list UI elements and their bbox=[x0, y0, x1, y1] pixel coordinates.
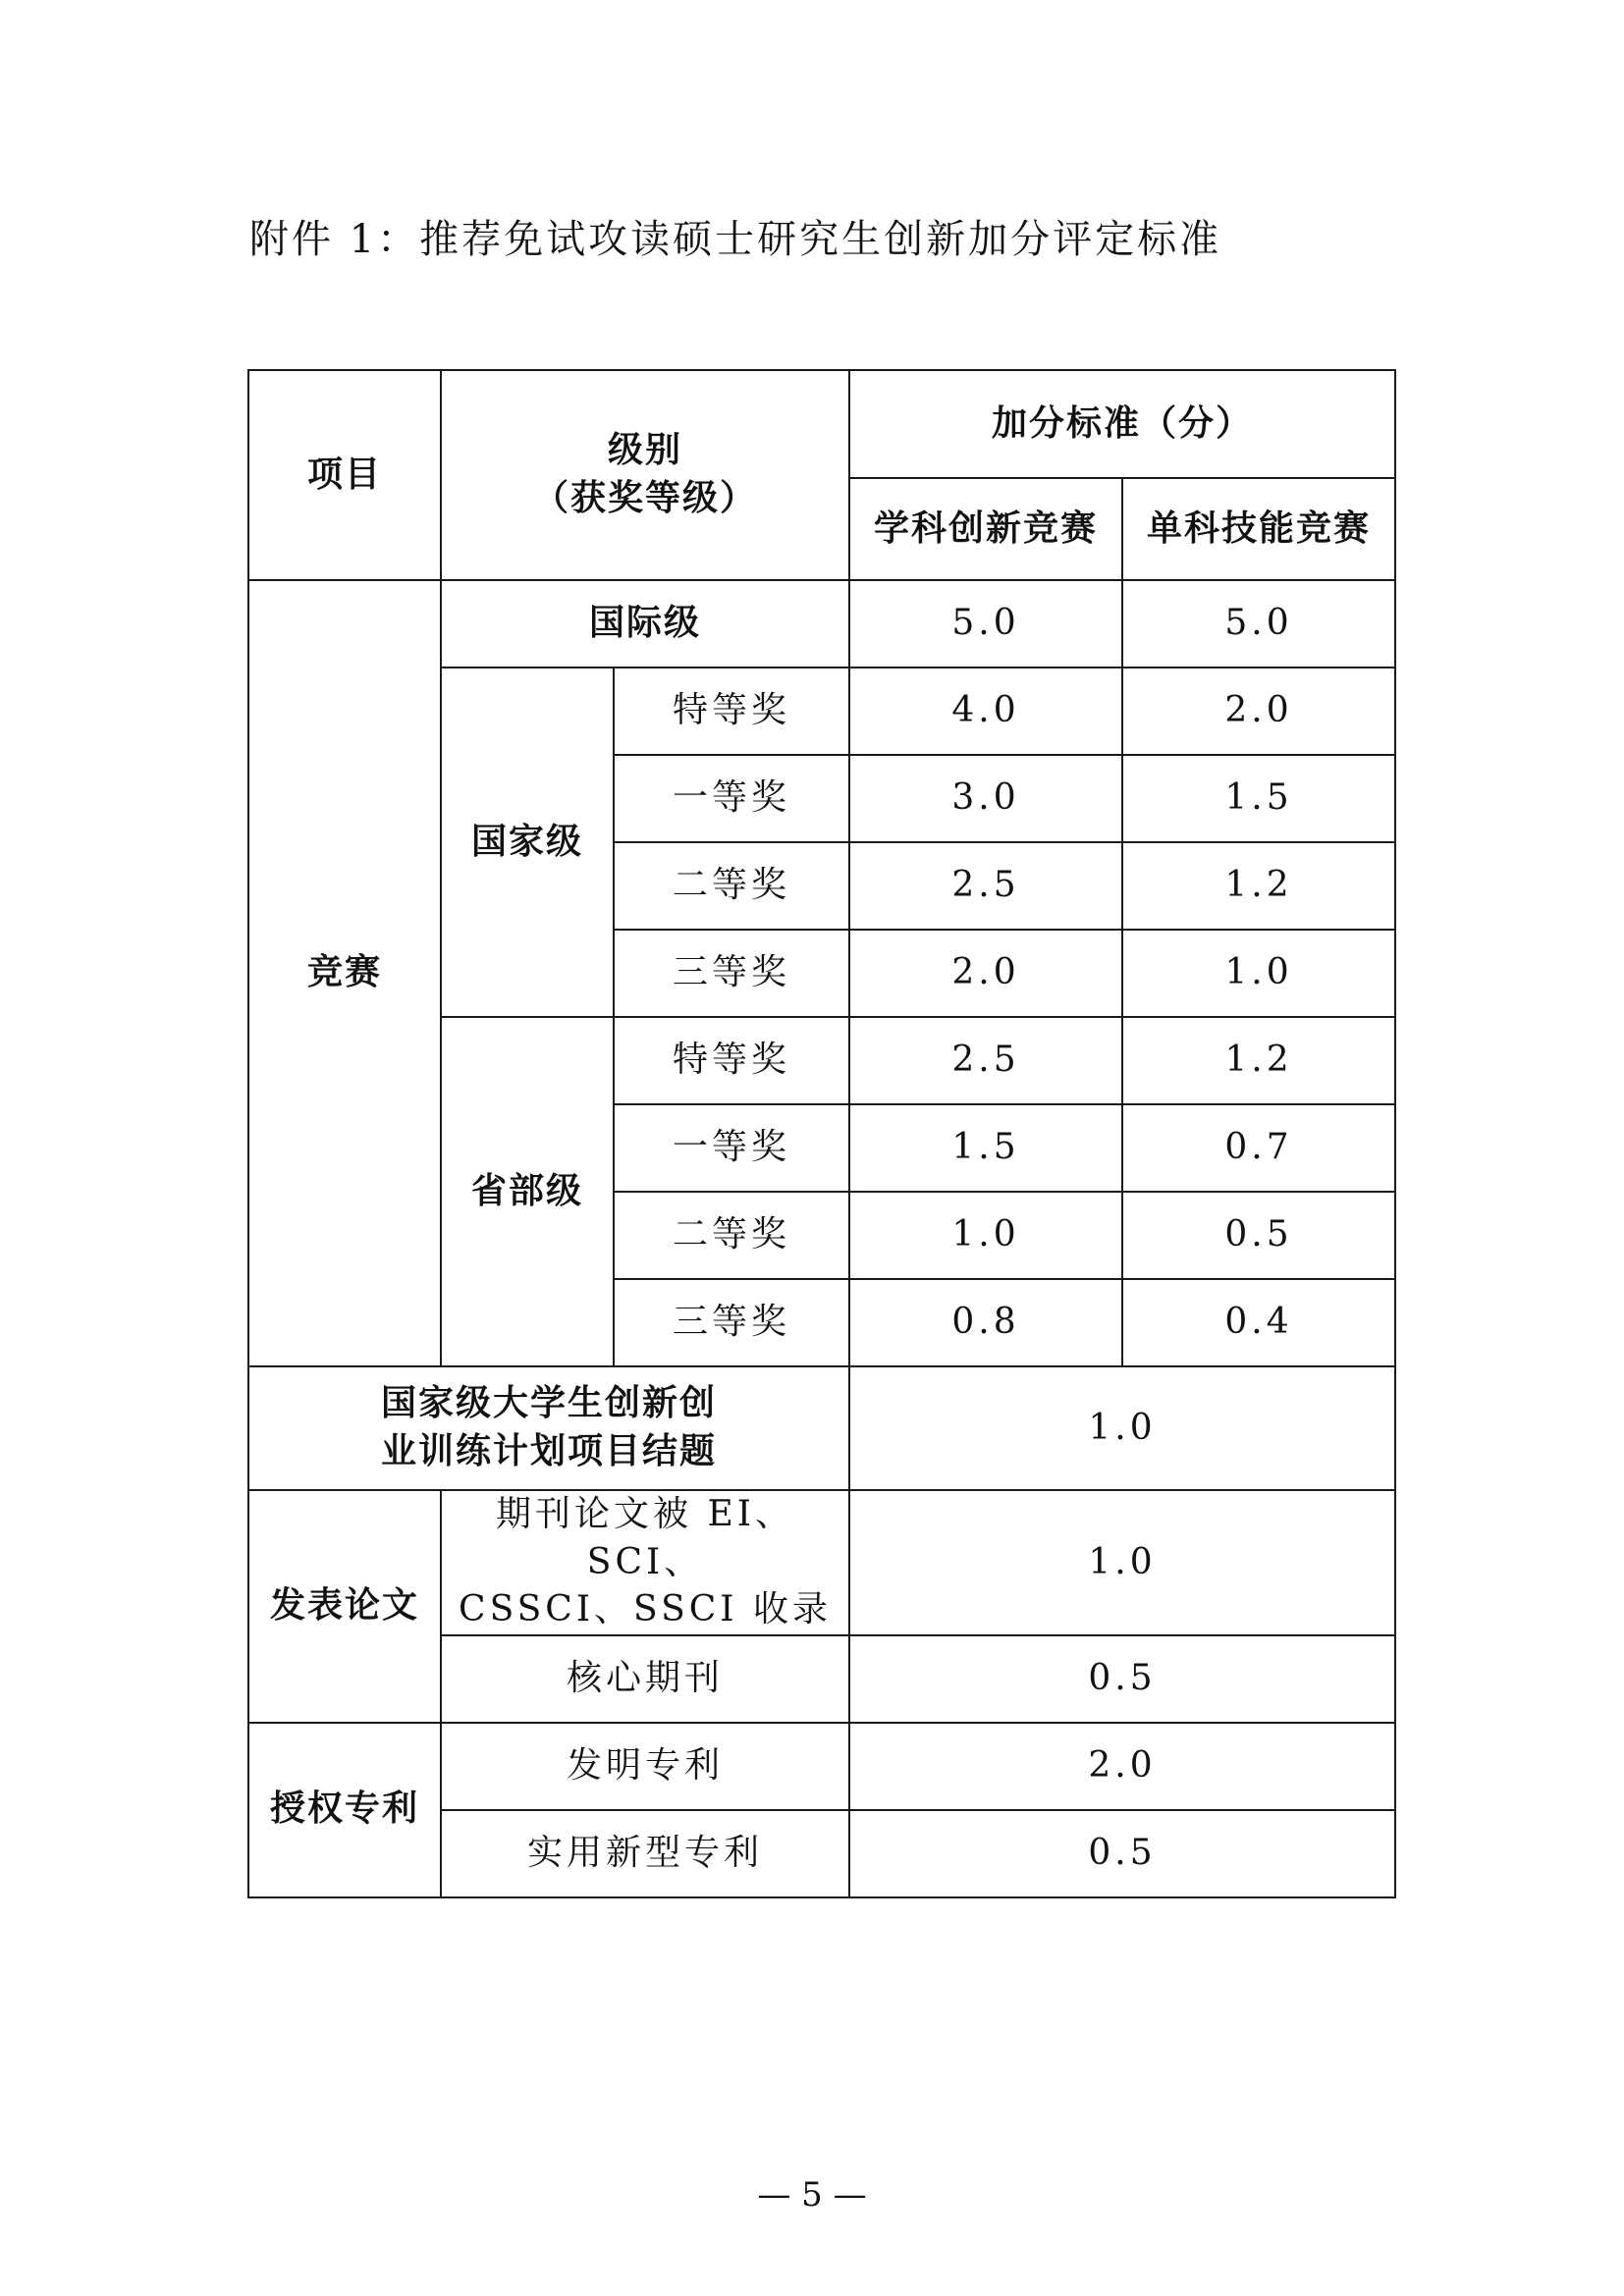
score-cell: 1.0 bbox=[1122, 930, 1395, 1017]
score-cell: 1.0 bbox=[849, 1366, 1395, 1490]
innovation-project-label bbox=[248, 1366, 849, 1490]
score-cell: 1.5 bbox=[1122, 755, 1395, 842]
indexed-papers-line1: 期刊论文被 EI、SCI、 bbox=[496, 1494, 794, 1582]
indexed-papers-cell bbox=[441, 1490, 849, 1635]
award-cell: 二等奖 bbox=[614, 842, 849, 930]
award-cell: 二等奖 bbox=[614, 1192, 849, 1279]
papers-label: 发表论文 bbox=[248, 1490, 441, 1723]
score-cell: 0.7 bbox=[1122, 1104, 1395, 1192]
score-cell: 0.5 bbox=[1122, 1192, 1395, 1279]
invention-patent-cell: 发明专利 bbox=[441, 1723, 849, 1810]
award-cell: 三等奖 bbox=[614, 930, 849, 1017]
score-cell: 3.0 bbox=[849, 755, 1122, 842]
score-cell: 1.2 bbox=[1122, 1017, 1395, 1104]
score-cell: 5.0 bbox=[849, 580, 1122, 667]
scoring-standard-table bbox=[247, 369, 1396, 1898]
score-cell: 2.0 bbox=[849, 930, 1122, 1017]
score-cell: 0.5 bbox=[849, 1810, 1395, 1897]
score-cell: 1.0 bbox=[849, 1192, 1122, 1279]
score-cell: 4.0 bbox=[849, 667, 1122, 755]
header-score-standard: 加分标准（分） bbox=[849, 370, 1395, 478]
header-row-1 bbox=[248, 370, 1395, 478]
score-cell: 2.5 bbox=[849, 842, 1122, 930]
header-level-line1: 级别 bbox=[608, 430, 683, 471]
score-cell: 0.8 bbox=[849, 1279, 1122, 1366]
score-cell: 1.5 bbox=[849, 1104, 1122, 1192]
score-cell: 5.0 bbox=[1122, 580, 1395, 667]
national-label: 国家级 bbox=[441, 667, 614, 1017]
header-col-b: 单科技能竞赛 bbox=[1122, 478, 1395, 580]
award-cell: 一等奖 bbox=[614, 755, 849, 842]
provincial-label: 省部级 bbox=[441, 1017, 614, 1366]
table-row bbox=[248, 580, 1395, 667]
patents-label: 授权专利 bbox=[248, 1723, 441, 1897]
header-level bbox=[441, 370, 849, 580]
score-cell: 2.5 bbox=[849, 1017, 1122, 1104]
score-cell: 1.0 bbox=[849, 1490, 1395, 1635]
award-cell: 特等奖 bbox=[614, 667, 849, 755]
utility-patent-cell: 实用新型专利 bbox=[441, 1810, 849, 1897]
award-cell: 特等奖 bbox=[614, 1017, 849, 1104]
page-title: 附件 1：推荐免试攻读硕士研究生创新加分评定标准 bbox=[249, 217, 1222, 262]
indexed-papers-line2: CSSCI、SSCI 收录 bbox=[459, 1589, 832, 1630]
score-cell: 2.0 bbox=[849, 1723, 1395, 1810]
table-row bbox=[248, 1490, 1395, 1635]
page-number: — 5 — bbox=[757, 2175, 867, 2215]
core-journal-cell: 核心期刊 bbox=[441, 1635, 849, 1723]
score-cell: 0.5 bbox=[849, 1635, 1395, 1723]
innovation-project-line2: 业训练计划项目结题 bbox=[381, 1431, 718, 1471]
competition-label: 竞赛 bbox=[248, 580, 441, 1366]
table-row bbox=[248, 1366, 1395, 1490]
table-row bbox=[248, 1723, 1395, 1810]
score-cell: 1.2 bbox=[1122, 842, 1395, 930]
header-level-line2: （获奖等级） bbox=[533, 478, 758, 518]
score-cell: 2.0 bbox=[1122, 667, 1395, 755]
award-cell: 三等奖 bbox=[614, 1279, 849, 1366]
header-item: 项目 bbox=[248, 370, 441, 580]
award-cell: 一等奖 bbox=[614, 1104, 849, 1192]
innovation-project-line1: 国家级大学生创新创 bbox=[381, 1383, 718, 1424]
international-label: 国际级 bbox=[441, 580, 849, 667]
score-cell: 0.4 bbox=[1122, 1279, 1395, 1366]
header-col-a: 学科创新竞赛 bbox=[849, 478, 1122, 580]
